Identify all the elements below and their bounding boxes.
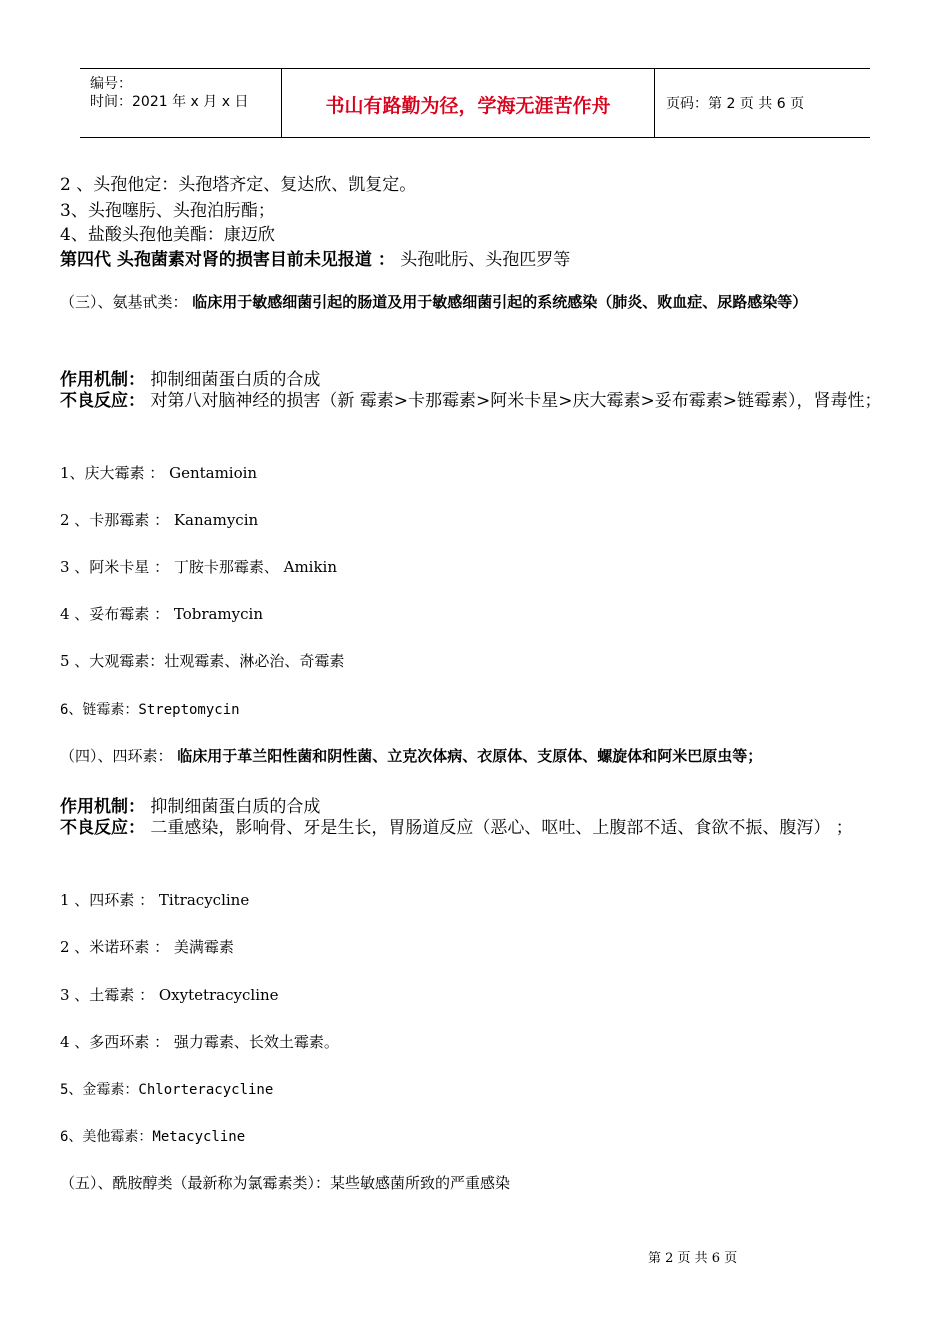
header-motto: 书山有路勤为径，学海无涯苦作舟 bbox=[325, 95, 611, 117]
adverse-reaction-text: 对第八对脑神经的损害（新 霉素>卡那霉素>阿米卡星>庆大霉素>妥布霉素>链霉素），肾毒性； bbox=[145, 391, 882, 411]
adverse-reaction-line bbox=[60, 389, 890, 413]
list-item: 1、庆大霉素 ： Gentamioin bbox=[60, 464, 258, 482]
list-item: 3 、阿米卡星 ： 丁胺卡那霉素、 Amikin bbox=[60, 558, 338, 576]
header-page-info: 页码：第 2 页 共 6 页 bbox=[666, 96, 805, 112]
section-aminoglycoside-heading bbox=[60, 290, 890, 314]
list-item: 4 、多西环素 ： 强力霉素、长效土霉素。 bbox=[60, 1033, 339, 1051]
section-label: （三）、氨基甙类： bbox=[60, 293, 188, 311]
list-item: 4 、妥布霉素 ： Tobramycin bbox=[60, 605, 263, 623]
list-item: 2 、卡那霉素 ： Kanamycin bbox=[60, 511, 259, 529]
document-number-label: 编号： bbox=[90, 76, 132, 92]
text-line: 3、头孢噻肟、头孢泊肟酯； bbox=[60, 201, 275, 221]
adverse-reaction-label: 不良反应： bbox=[60, 818, 145, 838]
adverse-reaction-label: 不良反应： bbox=[60, 391, 145, 411]
document-date: 时间：2021 年 x 月 x 日 bbox=[90, 94, 249, 110]
list-item: 6、链霉素：Streptomycin bbox=[60, 702, 240, 718]
list-item: 6、美他霉素：Metacycline bbox=[60, 1129, 246, 1145]
text-line: 2 、头孢他定：头孢塔齐定、复达欣、凯复定。 bbox=[60, 175, 417, 195]
mechanism-label: 作用机制： bbox=[60, 797, 145, 817]
text-line: 4、盐酸头孢他美酯：康迈欣 bbox=[60, 225, 275, 245]
list-item: 5、金霉素：Chlorteracycline bbox=[60, 1082, 274, 1098]
mechanism-label: 作用机制： bbox=[60, 370, 145, 390]
fourth-generation-drugs: 头孢吡肟、头孢匹罗等 bbox=[394, 250, 571, 270]
fourth-generation-line bbox=[60, 245, 570, 270]
list-item: 5 、大观霉素：壮观霉素、淋必治、奇霉素 bbox=[60, 652, 345, 670]
list-item: 2 、米诺环素 ： 美满霉素 bbox=[60, 938, 234, 956]
page-footer: 第 2 页 共 6 页 bbox=[648, 1251, 738, 1266]
header-divider bbox=[654, 69, 655, 137]
mechanism-text: 抑制细菌蛋白质的合成 bbox=[145, 370, 321, 390]
page-header bbox=[80, 68, 870, 138]
section-description: 临床用于革兰阳性菌和阴性菌、立克次体病、衣原体、支原体、螺旋体和阿米巴原虫等； bbox=[177, 747, 763, 765]
list-item: 1 、四环素 ： Titracycline bbox=[60, 891, 250, 909]
mechanism-line bbox=[60, 792, 320, 817]
mechanism-line bbox=[60, 365, 320, 390]
mechanism-text: 抑制细菌蛋白质的合成 bbox=[145, 797, 321, 817]
section-amphenicol-heading: （五）、酰胺醇类（最新称为氯霉素类）：某些敏感菌所致的严重感染 bbox=[60, 1174, 511, 1192]
section-tetracycline-heading bbox=[60, 745, 762, 766]
adverse-reaction-line bbox=[60, 816, 890, 840]
fourth-generation-heading: 第四代 头孢菌素对肾的损害目前未见报道 ： bbox=[60, 250, 395, 270]
section-description: 临床用于敏感细菌引起的肠道及用于敏感细菌引起的系统感染（肺炎、败血症、尿路感染等） bbox=[192, 293, 808, 311]
adverse-reaction-text: 二重感染，影响骨、牙是生长，胃肠道反应（恶心、呕吐、上腹部不适、食欲不振、腹泻） ； bbox=[145, 818, 853, 838]
section-label: （四）、四环素： bbox=[60, 747, 173, 765]
list-item: 3 、土霉素 ： Oxytetracycline bbox=[60, 986, 279, 1004]
